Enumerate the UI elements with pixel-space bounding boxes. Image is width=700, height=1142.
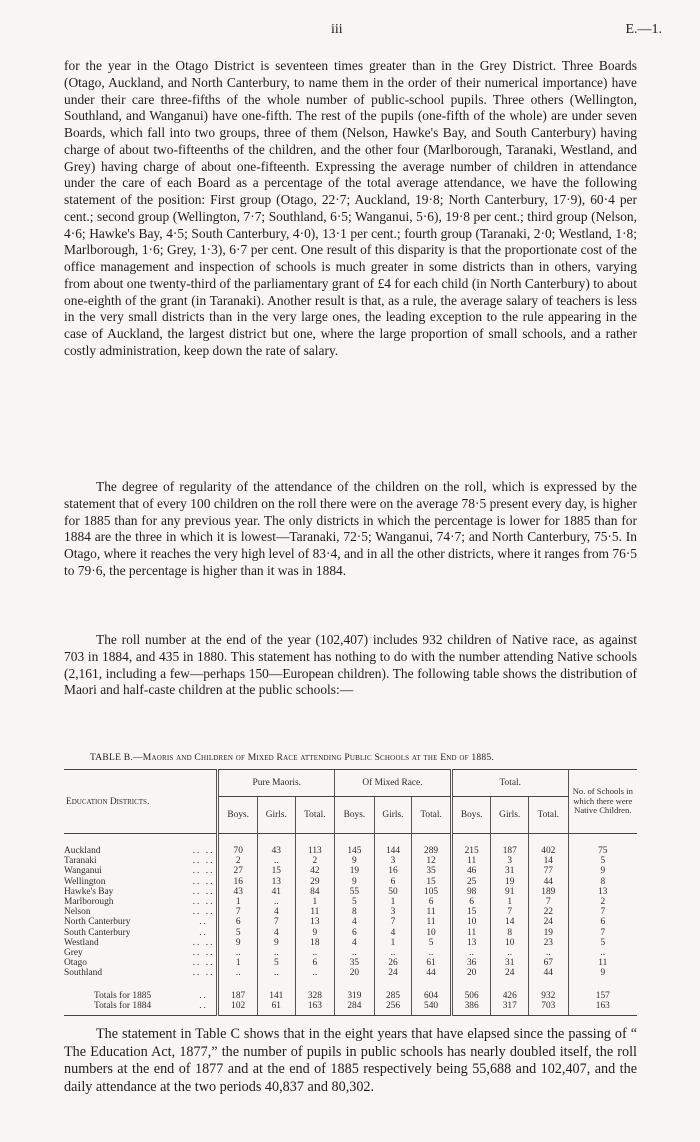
paragraph-native-roll: The roll number at the end of the year (102,407) includes 932 children of Native race, as against 703 in 1884, and 435 in 1880. This statement has nothing to do with the number attending Native schools (2,161, including a few—perhaps 150—European children). The following table shows the distribution of Maori and half-caste children at the public schools:— (64, 632, 637, 698)
schools-count: 163 (568, 1001, 637, 1016)
table-caption-prefix: TABLE B.— (90, 752, 143, 763)
district-name: North Canterbury (64, 917, 131, 928)
header-t-total: Total. (529, 797, 569, 834)
schools-count: 5 (568, 938, 637, 948)
district-name: Otago (64, 958, 87, 969)
pm-girls: 7 (257, 917, 295, 927)
mx-girls: 24 (374, 968, 412, 978)
t-girls: 14 (491, 917, 529, 927)
mx-boys: 284 (335, 1001, 375, 1016)
totals-label: Totals for 1884 (64, 1001, 191, 1016)
t-boys: 25 (451, 877, 491, 887)
leader-dots: .. (191, 1001, 218, 1016)
pm-total: 2 (295, 856, 335, 866)
t-total: 7 (529, 897, 569, 907)
mx-boys: 55 (335, 887, 375, 897)
pm-total: 11 (295, 907, 335, 917)
pm-girls: 41 (257, 887, 295, 897)
table-row (64, 834, 637, 857)
t-girls: 7 (491, 907, 529, 917)
leader-dots: .. .. (192, 907, 215, 918)
district-name: Grey (64, 948, 83, 959)
mx-girls: 3 (374, 907, 412, 917)
pm-boys: 70 (218, 834, 258, 857)
leader-dots: .. .. (192, 958, 215, 969)
header-education-districts: Education Districts. (64, 770, 218, 834)
leader-dots: .. .. (192, 856, 215, 867)
pm-girls: 4 (257, 907, 295, 917)
mx-boys: 4 (335, 938, 375, 948)
table-row (64, 856, 637, 866)
header-pm-boys: Boys. (218, 797, 258, 834)
t-total: .. (529, 948, 569, 958)
pm-total: 328 (295, 979, 335, 1001)
mx-boys: .. (335, 948, 375, 958)
leader-dots: .. .. (192, 846, 215, 856)
pm-total: .. (295, 968, 335, 978)
t-girls: .. (491, 948, 529, 958)
schools-count: 6 (568, 917, 637, 927)
pm-girls: .. (257, 897, 295, 907)
t-boys: 215 (451, 834, 491, 857)
schools-count: 7 (568, 907, 637, 917)
t-total: 44 (529, 877, 569, 887)
t-girls: 187 (491, 834, 529, 857)
table-caption-title: Maoris and Children of Mixed Race attending Public Schools at the End of 1885. (142, 752, 494, 763)
t-boys: 10 (451, 917, 491, 927)
table-row (64, 948, 637, 958)
page-number: iii (331, 22, 343, 37)
pm-girls: 9 (257, 938, 295, 948)
district-name: Hawke's Bay (64, 886, 114, 897)
totals-label: Totals for 1885 (94, 990, 152, 1001)
pm-total: 1 (295, 897, 335, 907)
t-total: 14 (529, 856, 569, 866)
table-row (64, 887, 637, 897)
t-boys: 11 (451, 856, 491, 866)
t-total: 932 (529, 979, 569, 1001)
t-girls: 91 (491, 887, 529, 897)
mx-total: 540 (412, 1001, 452, 1016)
schools-count: 9 (568, 866, 637, 876)
district-name: Southland (64, 968, 103, 979)
t-girls: 8 (491, 928, 529, 938)
table-row (64, 938, 637, 948)
schools-count: 75 (568, 834, 637, 857)
district-name: Marlborough (64, 897, 114, 908)
mx-total: 105 (412, 887, 452, 897)
pm-girls: 141 (257, 979, 295, 1001)
header-native-schools: No. of Schools in which there were Native Children. (568, 770, 637, 834)
schools-count: 8 (568, 877, 637, 887)
mx-total: 12 (412, 856, 452, 866)
t-total: 24 (529, 917, 569, 927)
table-row (64, 877, 637, 887)
leader-dots: .. (199, 917, 208, 928)
leader-dots: .. .. (192, 968, 215, 979)
t-total: 703 (529, 1001, 569, 1016)
district-name: Nelson (64, 907, 91, 918)
mx-girls: 144 (374, 834, 412, 857)
pm-boys: .. (218, 968, 258, 978)
t-boys: 386 (451, 1001, 491, 1016)
mx-girls: 6 (374, 877, 412, 887)
pm-girls: 13 (257, 877, 295, 887)
schools-count: 5 (568, 856, 637, 866)
header-pure-maoris: Pure Maoris. (218, 770, 335, 797)
mx-girls: 1 (374, 897, 412, 907)
schools-count: 2 (568, 897, 637, 907)
pm-total: 113 (295, 834, 335, 857)
schools-count: 11 (568, 958, 637, 968)
schools-count: 13 (568, 887, 637, 897)
district-name: Auckland (64, 846, 101, 856)
t-boys: 6 (451, 897, 491, 907)
pm-total: 29 (295, 877, 335, 887)
pm-boys: 102 (218, 1001, 258, 1016)
mx-girls: 50 (374, 887, 412, 897)
t-girls: 19 (491, 877, 529, 887)
leader-dots: .. .. (192, 876, 215, 887)
table-row (64, 928, 637, 938)
table-row (64, 907, 637, 917)
t-girls: 31 (491, 866, 529, 876)
leader-dots: .. .. (192, 886, 215, 897)
mx-boys: 319 (335, 979, 375, 1001)
pm-total: 42 (295, 866, 335, 876)
t-boys: 506 (451, 979, 491, 1001)
district-name: Wanganui (64, 866, 102, 877)
t-boys: 11 (451, 928, 491, 938)
schools-count: 7 (568, 928, 637, 938)
t-total: 402 (529, 834, 569, 857)
mx-boys: 8 (335, 907, 375, 917)
t-girls: 317 (491, 1001, 529, 1016)
mx-girls: 26 (374, 958, 412, 968)
pm-girls: .. (257, 968, 295, 978)
paragraph-board-groups: for the year in the Otago District is seventeen times greater than in the Grey District. Three Boards (Otago, Auckland, and North Canterbury, to name them in the order of their numerical importance) have under their care three-fifths of the whole number of public-school pupils. Three others (Wellington, Southland, and Wanganui) have one-fifth. The rest of the pupils (one-fifth of the whole) are under seven Boards, which fall into two groups, three of them (Nelson, Hawke's Bay, and South Canterbury) having charge of about two-fifteenths of the children, and the other four (Marlborough, Taranaki, Westland, and Grey) having charge of about one-fifteenth. Expressing the average number of children in attendance under the care of each Board as a percentage of the total average attendance, we have the following statement of the position: First group (Otago, 22·7; Auckland, 19·8; North Canterbury, 17·9), 60·4 per cent.; second group (Wellington, 7·7; Southland, 6·5; Wanganui, 5·6), 19·8 per cent.; third group (Nelson, 4·6; Hawke's Bay, 4·5; South Canterbury, 4·0), 13·1 per cent.; fourth group (Taranaki, 2·0; Westland, 1·8; Marlborough, 1·6; Grey, 1·3), 6·7 per cent. One result of this disparity is that the proportionate cost of the office management and inspection of schools is much greater in some districts than in others, varying from about one twenty-third of the parliamentary grant of £4 for each child (in North Canterbury) to about one-eighth of the grant (in Taranaki). Another result is that, as a rule, the average salary of teachers is less in the very small districts than in the very large ones, the leading exception to the rule appearing in the case of Auckland, the largest district but one, where the large proportion of small schools, and a rather costly administration, keep down the rate of salary. (64, 58, 637, 358)
pm-boys: 7 (218, 907, 258, 917)
pm-girls: .. (257, 948, 295, 958)
t-total: 19 (529, 928, 569, 938)
mx-boys: 9 (335, 877, 375, 887)
t-girls: 3 (491, 856, 529, 866)
header-mixed-race: Of Mixed Race. (335, 770, 452, 797)
table-caption (90, 752, 494, 763)
mx-boys: 145 (335, 834, 375, 857)
mx-boys: 6 (335, 928, 375, 938)
t-boys: 20 (451, 968, 491, 978)
mx-girls: .. (374, 948, 412, 958)
pm-boys: 5 (218, 928, 258, 938)
pm-total: 9 (295, 928, 335, 938)
mx-total: .. (412, 948, 452, 958)
pm-girls: 4 (257, 928, 295, 938)
mx-total: 5 (412, 938, 452, 948)
leader-dots: .. .. (192, 937, 215, 948)
leader-dots: .. .. (192, 897, 215, 908)
mx-boys: 5 (335, 897, 375, 907)
pm-boys: 43 (218, 887, 258, 897)
header-pm-girls: Girls. (257, 797, 295, 834)
pm-boys: 2 (218, 856, 258, 866)
mx-total: 11 (412, 907, 452, 917)
t-boys: 36 (451, 958, 491, 968)
mx-girls: 1 (374, 938, 412, 948)
t-total: 23 (529, 938, 569, 948)
t-boys: 46 (451, 866, 491, 876)
t-girls: 31 (491, 958, 529, 968)
header-mx-girls: Girls. (374, 797, 412, 834)
schools-count: 9 (568, 968, 637, 978)
mx-girls: 285 (374, 979, 412, 1001)
mx-total: 15 (412, 877, 452, 887)
header-t-girls: Girls. (491, 797, 529, 834)
header-t-boys: Boys. (451, 797, 491, 834)
pm-total: 18 (295, 938, 335, 948)
t-girls: 426 (491, 979, 529, 1001)
pm-boys: 9 (218, 938, 258, 948)
t-girls: 10 (491, 938, 529, 948)
district-name: Taranaki (64, 856, 97, 867)
t-boys: 98 (451, 887, 491, 897)
leader-dots: .. (199, 990, 208, 1001)
mx-total: 289 (412, 834, 452, 857)
header-total: Total. (451, 770, 568, 797)
pm-girls: .. (257, 856, 295, 866)
table-row (64, 897, 637, 907)
pm-boys: 187 (218, 979, 258, 1001)
district-name: South Canterbury (64, 927, 131, 938)
pm-girls: 43 (257, 834, 295, 857)
document-reference: E.—1. (625, 22, 662, 37)
t-girls: 24 (491, 968, 529, 978)
totals-row (64, 979, 637, 1001)
mx-girls: 16 (374, 866, 412, 876)
table-row (64, 917, 637, 927)
leader-dots: .. .. (192, 866, 215, 877)
table-row (64, 968, 637, 978)
header-mx-total: Total. (412, 797, 452, 834)
maori-children-table (64, 769, 637, 1016)
pm-total: 6 (295, 958, 335, 968)
mx-girls: 4 (374, 928, 412, 938)
t-total: 22 (529, 907, 569, 917)
header-mx-boys: Boys. (335, 797, 375, 834)
mx-total: 61 (412, 958, 452, 968)
paragraph-table-c-statement: The statement in Table C shows that in the eight years that have elapsed since the passing of “ The Education Act, 1877,” the number of pupils in public schools has nearly doubled itself, the roll numbers at the end of 1877 and at the end of 1885 respectively being 55,688 and 102,407, and the daily attendance at the two periods 40,837 and 80,302. (64, 1026, 637, 1095)
mx-total: 10 (412, 928, 452, 938)
header-pm-total: Total. (295, 797, 335, 834)
mx-total: 44 (412, 968, 452, 978)
pm-boys: 27 (218, 866, 258, 876)
t-boys: .. (451, 948, 491, 958)
pm-total: .. (295, 948, 335, 958)
pm-girls: 61 (257, 1001, 295, 1016)
t-girls: 1 (491, 897, 529, 907)
mx-total: 11 (412, 917, 452, 927)
leader-dots: .. .. (192, 948, 215, 959)
pm-boys: 16 (218, 877, 258, 887)
mx-boys: 20 (335, 968, 375, 978)
mx-boys: 9 (335, 856, 375, 866)
totals-row (64, 1001, 637, 1016)
mx-boys: 35 (335, 958, 375, 968)
district-name: Westland (64, 937, 99, 948)
district-name: Wellington (64, 876, 106, 887)
mx-total: 604 (412, 979, 452, 1001)
schools-count: 157 (568, 979, 637, 1001)
pm-boys: 1 (218, 897, 258, 907)
pm-total: 84 (295, 887, 335, 897)
t-total: 77 (529, 866, 569, 876)
t-total: 67 (529, 958, 569, 968)
mx-total: 6 (412, 897, 452, 907)
mx-girls: 3 (374, 856, 412, 866)
mx-boys: 4 (335, 917, 375, 927)
t-total: 44 (529, 968, 569, 978)
pm-girls: 15 (257, 866, 295, 876)
schools-count: .. (568, 948, 637, 958)
t-total: 189 (529, 887, 569, 897)
pm-girls: 5 (257, 958, 295, 968)
table-row (64, 866, 637, 876)
mx-girls: 7 (374, 917, 412, 927)
mx-girls: 256 (374, 1001, 412, 1016)
table-row (64, 958, 637, 968)
pm-total: 13 (295, 917, 335, 927)
pm-boys: .. (218, 948, 258, 958)
t-boys: 13 (451, 938, 491, 948)
pm-total: 163 (295, 1001, 335, 1016)
t-boys: 15 (451, 907, 491, 917)
leader-dots: .. (199, 927, 208, 938)
pm-boys: 6 (218, 917, 258, 927)
mx-total: 35 (412, 866, 452, 876)
pm-boys: 1 (218, 958, 258, 968)
paragraph-attendance-regularity: The degree of regularity of the attendance of the children on the roll, which is expressed by the statement that of every 100 children on the roll there were on the average 78·5 present every day, is higher for 1885 than for any previous year. The only districts in which the percentage is lower for 1885 than for 1884 are the three in which it is lowest—Taranaki, 72·5; Wanganui, 74·7; and North Canterbury, 75·5. In Otago, where it reaches the very high level of 83·4, and in all the other districts, where it ranges from 76·5 to 79·6, the percentage is higher than it was in 1884. (64, 479, 637, 578)
mx-boys: 19 (335, 866, 375, 876)
